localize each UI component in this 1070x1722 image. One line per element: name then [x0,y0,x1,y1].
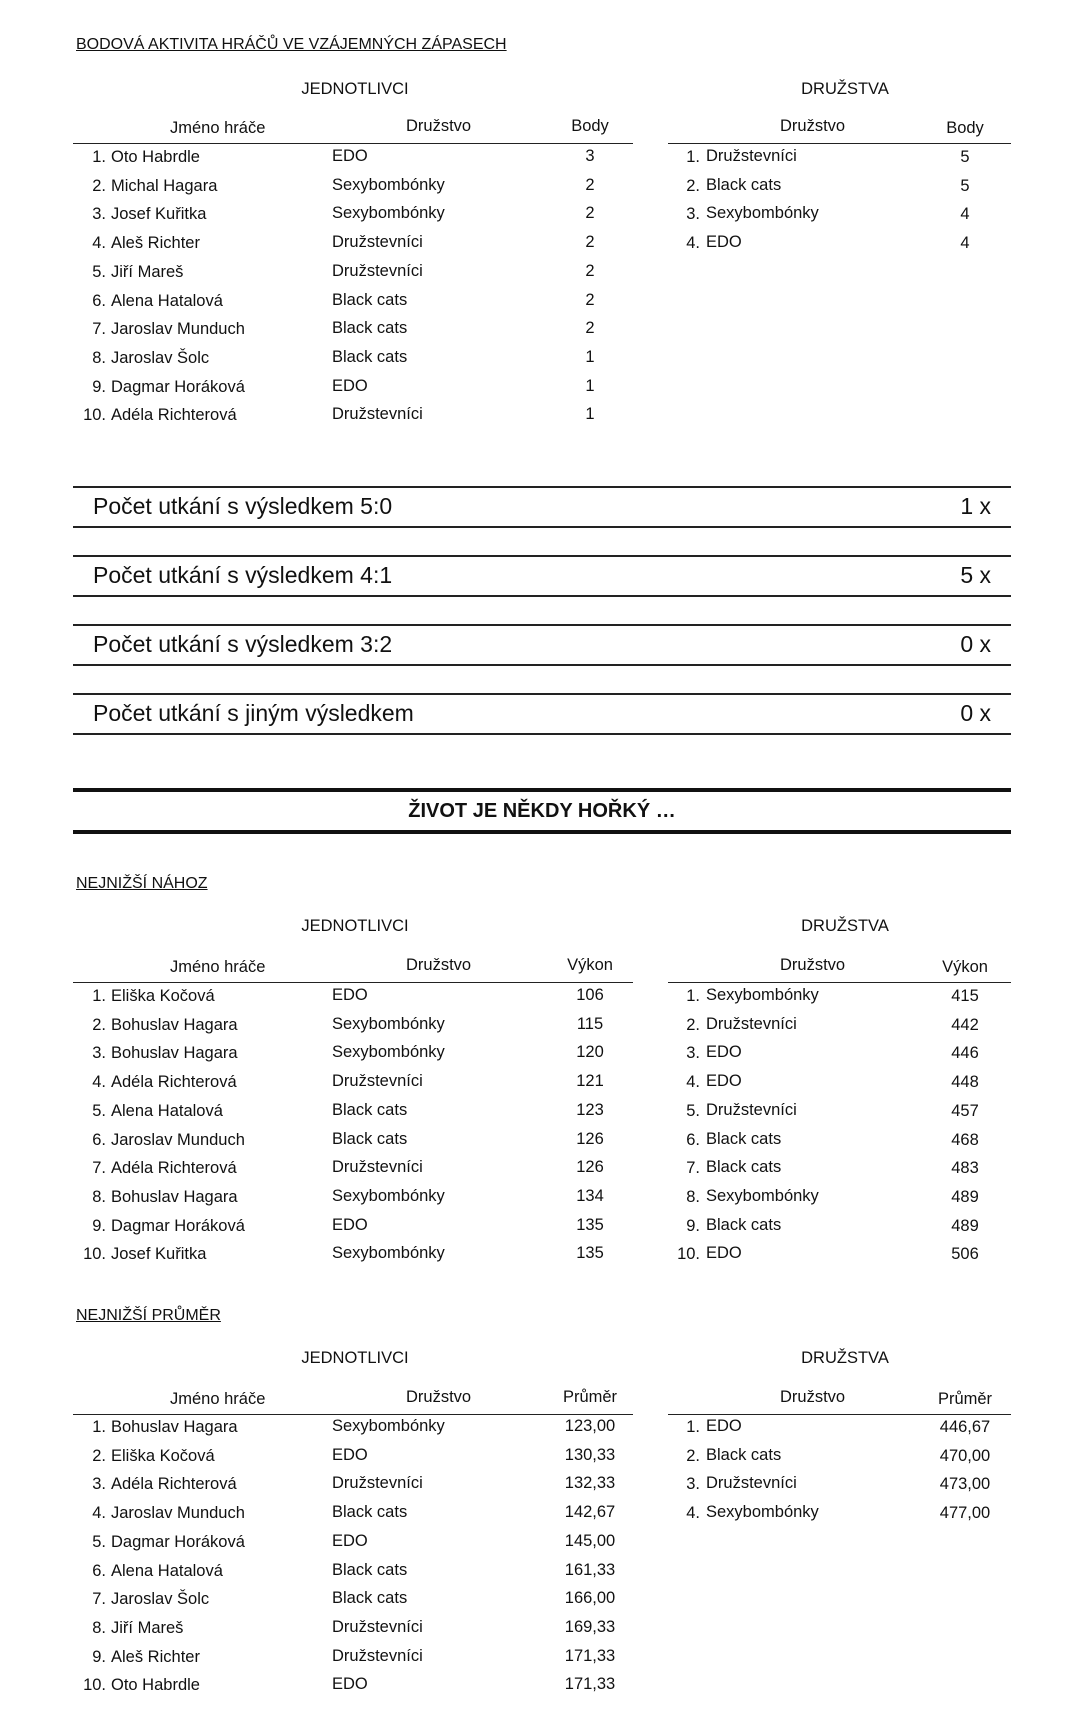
table-row [0,1159,1070,1188]
value: 134 [576,1186,604,1205]
team-name: Black cats [332,1129,408,1148]
table-row [0,1590,640,1619]
team-name: Sexybombónky [332,1186,445,1205]
player-name: Adéla Richterová [111,1475,237,1494]
rank: 4. [92,1504,106,1523]
team-name: Sexybombónky [332,1244,445,1263]
team-name: EDO [332,376,368,395]
rank: 7. [686,1159,700,1178]
value: 489 [951,1216,979,1235]
section-title-lowest-throw: NEJNIŽŠÍ NÁHOZ [76,875,208,892]
table-row [0,1562,640,1591]
value: 171,33 [564,1646,616,1665]
col-header-value: Body [946,119,984,137]
player-name: Josef Kuřitka [111,205,207,224]
rank: 5. [92,1101,106,1120]
player-name: Jaroslav Šolc [111,1590,210,1609]
value: 446,67 [939,1418,991,1436]
value: 115 [576,1014,604,1033]
player-name: Aleš Richter [111,1647,200,1666]
value: 123 [576,1100,604,1119]
table-row [0,1619,640,1648]
rank: 8. [92,1187,106,1206]
rank: 3. [686,205,700,224]
value: 442 [951,1015,979,1034]
value: 171,33 [564,1675,616,1694]
result-row [73,486,1011,528]
value: 120 [576,1043,604,1062]
player-name: Alena Hatalová [111,291,223,310]
result-label: Počet utkání s jiným výsledkem [93,700,414,726]
col-header-team: Družstvo [780,1388,846,1406]
value: 142,67 [564,1503,616,1522]
rank: 8. [92,1618,106,1637]
rank: 9. [92,377,106,396]
rank: 6. [92,291,106,310]
rank: 7. [92,320,106,339]
team-name: Sexybombónky [332,1043,445,1062]
player-name: Bohuslav Hagara [111,1044,238,1063]
value: 135 [576,1244,604,1263]
rank: 5. [686,1101,700,1120]
team-name: Black cats [332,1100,408,1119]
individuals-heading: JEDNOTLIVCI [301,1349,409,1367]
rank: 10. [83,1245,106,1264]
table-row [0,1217,1070,1246]
result-label: Počet utkání s výsledkem 4:1 [93,562,393,588]
team-name: Black cats [332,290,408,309]
team-name: Družstevníci [332,1072,423,1091]
value: 166,00 [564,1589,616,1608]
result-count: 5 x [960,562,991,588]
team-name: Black cats [332,319,408,338]
value: 2 [585,233,595,252]
value: 2 [585,261,595,280]
table-row [0,1676,640,1705]
rank: 3. [92,1475,106,1494]
value: 2 [585,175,595,194]
table-row [0,1533,640,1562]
player-name: Michal Hagara [111,176,218,195]
player-name: Adéla Richterová [111,1159,237,1178]
rank: 7. [92,1590,106,1609]
team-name: Družstevníci [706,1014,797,1033]
rank: 3. [686,1475,700,1494]
table-row [0,1475,1070,1504]
value: 468 [951,1130,979,1149]
col-header-team: Družstvo [406,1388,472,1406]
team-name: Sexybombónky [332,175,445,194]
team-name: EDO [332,1531,368,1550]
rank: 9. [92,1647,106,1666]
player-name: Dagmar Horáková [111,1216,245,1235]
player-name: Jiří Mareš [111,1618,184,1637]
value: 106 [576,986,604,1004]
value: 1 [585,405,595,424]
result-label: Počet utkání s výsledkem 5:0 [93,493,393,519]
player-name: Bohuslav Hagara [111,1187,238,1206]
value: 121 [576,1072,604,1091]
value: 169,33 [564,1617,616,1636]
player-name: Jaroslav Munduch [111,1130,245,1149]
team-name: Sexybombónky [706,1186,819,1205]
header-rule [73,1414,633,1415]
player-name: Dagmar Horáková [111,377,245,396]
team-name: Sexybombónky [332,204,445,223]
rank: 9. [92,1216,106,1235]
team-name: EDO [332,1215,368,1234]
rank: 4. [92,234,106,253]
rank: 9. [686,1216,700,1235]
team-name: Družstevníci [332,261,423,280]
header-rule [73,982,633,983]
table-row [0,349,640,378]
rank: 2. [92,176,106,195]
table-row [0,177,1070,206]
team-name: Družstevníci [332,1646,423,1665]
rank: 6. [92,1561,106,1580]
rank: 2. [92,1446,106,1465]
value: 2 [585,319,595,338]
rank: 7. [92,1159,106,1178]
teams-heading: DRUŽSTVA [801,1349,889,1367]
rank: 1. [686,1418,700,1436]
table-row [0,1447,1070,1476]
value: 2 [585,204,595,223]
team-name: Družstevníci [332,233,423,252]
team-name: EDO [332,147,368,165]
rank: 4. [92,1073,106,1092]
col-header-name: Jméno hráče [170,1390,266,1408]
table-row [0,292,640,321]
table-row [0,1102,1070,1131]
table-row [0,1504,1070,1533]
table-row [0,1016,1070,1045]
rank: 2. [686,1446,700,1465]
rank: 10. [83,1676,106,1695]
value: 483 [951,1159,979,1178]
team-name: Black cats [706,1445,782,1464]
col-header-value: Průměr [562,1388,618,1406]
col-header-name: Jméno hráče [170,958,266,976]
value: 448 [951,1073,979,1092]
value: 446 [951,1044,979,1063]
player-name: Alena Hatalová [111,1101,223,1120]
value: 457 [951,1101,979,1120]
team-name: EDO [332,1675,368,1694]
player-name: Josef Kuřitka [111,1245,207,1264]
table-row [0,205,1070,234]
col-header-value: Výkon [567,956,613,974]
col-header-value: Body [571,117,609,135]
rank: 2. [92,1015,106,1034]
rank: 6. [92,1130,106,1149]
player-name: Adéla Richterová [111,406,237,425]
player-name: Alena Hatalová [111,1561,223,1580]
value: 470,00 [939,1446,991,1465]
team-name: Sexybombónky [706,204,819,223]
col-header-team: Družstvo [780,117,846,135]
value: 477,00 [939,1504,991,1523]
table-row [0,148,1070,177]
col-header-team: Družstvo [780,956,846,974]
table-row [0,1648,640,1677]
player-name: Adéla Richterová [111,1073,237,1092]
team-name: Družstevníci [706,1474,797,1493]
result-label: Počet utkání s výsledkem 3:2 [93,631,393,657]
teams-heading: DRUŽSTVA [801,80,889,98]
table-row [0,263,640,292]
section-title-lowest-average: NEJNIŽŠÍ PRŮMĚR [76,1307,221,1324]
result-count: 0 x [960,700,991,726]
header-rule [668,982,1011,983]
banner [73,788,1011,834]
rank: 3. [92,1044,106,1063]
rank: 4. [686,234,700,253]
value: 415 [951,987,979,1005]
team-name: Sexybombónky [706,1503,819,1522]
result-row [73,624,1011,666]
rank: 2. [686,1015,700,1034]
player-name: Oto Habrdle [111,148,200,166]
team-name: EDO [706,1417,742,1435]
rank: 10. [677,1245,700,1264]
rank: 1. [686,987,700,1005]
player-name: Bohuslav Hagara [111,1418,238,1436]
team-name: EDO [706,233,742,252]
col-header-value: Průměr [937,1390,993,1408]
result-row [73,555,1011,597]
player-name: Jaroslav Munduch [111,1504,245,1523]
team-name: EDO [332,986,368,1004]
value: 126 [576,1129,604,1148]
team-name: Družstevníci [332,1617,423,1636]
value: 3 [585,147,595,165]
table-row [0,234,1070,263]
rank: 1. [92,987,106,1005]
value: 489 [951,1187,979,1206]
rank: 8. [686,1187,700,1206]
rank: 4. [686,1073,700,1092]
rank: 10. [83,406,106,425]
section-title-points: BODOVÁ AKTIVITA HRÁČŮ VE VZÁJEMNÝCH ZÁPASECH [76,36,507,53]
team-name: Družstevníci [706,1100,797,1119]
team-name: Black cats [706,175,782,194]
col-header-team: Družstvo [406,117,472,135]
individuals-heading: JEDNOTLIVCI [301,917,409,935]
team-name: Družstevníci [332,405,423,424]
table-row [0,406,640,435]
player-name: Bohuslav Hagara [111,1015,238,1034]
value: 4 [960,234,970,253]
player-name: Oto Habrdle [111,1676,200,1695]
value: 4 [960,205,970,224]
team-name: Sexybombónky [706,986,819,1004]
player-name: Eliška Kočová [111,987,215,1005]
table-row [0,1245,1070,1274]
col-header-name: Jméno hráče [170,119,266,137]
team-name: Družstevníci [706,147,797,165]
rank: 8. [92,348,106,367]
team-name: EDO [332,1445,368,1464]
value: 2 [585,290,595,309]
team-name: Družstevníci [332,1158,423,1177]
player-name: Jaroslav Munduch [111,320,245,339]
team-name: EDO [706,1072,742,1091]
rank: 6. [686,1130,700,1149]
player-name: Eliška Kočová [111,1446,215,1465]
value: 161,33 [564,1560,616,1579]
value: 123,00 [564,1417,616,1435]
value: 5 [960,148,970,166]
team-name: Družstevníci [332,1474,423,1493]
table-row [0,378,640,407]
rank: 5. [92,1532,106,1551]
teams-heading: DRUŽSTVA [801,917,889,935]
value: 1 [585,347,595,366]
team-name: Black cats [332,1503,408,1522]
rank: 1. [686,148,700,166]
header-rule [668,143,1011,144]
team-name: Black cats [332,1589,408,1608]
rank: 2. [686,176,700,195]
table-row [0,987,1070,1016]
team-name: Black cats [706,1129,782,1148]
col-header-team: Družstvo [406,956,472,974]
rank: 1. [92,1418,106,1436]
team-name: Black cats [706,1215,782,1234]
player-name: Jiří Mareš [111,262,184,281]
result-row [73,693,1011,735]
team-name: EDO [706,1043,742,1062]
table-row [0,320,640,349]
team-name: Sexybombónky [332,1014,445,1033]
rank: 3. [686,1044,700,1063]
table-row [0,1044,1070,1073]
result-count: 0 x [960,631,991,657]
header-rule [668,1414,1011,1415]
value: 1 [585,376,595,395]
rank: 5. [92,262,106,281]
team-name: Black cats [332,1560,408,1579]
value: 132,33 [564,1474,616,1493]
team-name: Black cats [332,347,408,366]
rank: 4. [686,1504,700,1523]
value: 473,00 [939,1475,991,1494]
table-row [0,1073,1070,1102]
value: 145,00 [564,1531,616,1550]
col-header-value: Výkon [942,958,988,976]
result-count: 1 x [960,493,991,519]
table-row [0,1188,1070,1217]
rank: 1. [92,148,106,166]
value: 5 [960,176,970,195]
table-row [0,1418,1070,1447]
team-name: Black cats [706,1158,782,1177]
value: 506 [951,1245,979,1264]
header-rule [73,143,633,144]
individuals-heading: JEDNOTLIVCI [301,80,409,98]
value: 130,33 [564,1445,616,1464]
team-name: Sexybombónky [332,1417,445,1435]
table-row [0,1131,1070,1160]
value: 126 [576,1158,604,1177]
value: 135 [576,1215,604,1234]
team-name: EDO [706,1244,742,1263]
banner-text: ŽIVOT JE NĚKDY HOŘKÝ … [408,800,676,822]
player-name: Dagmar Horáková [111,1532,245,1551]
player-name: Aleš Richter [111,234,200,253]
rank: 3. [92,205,106,224]
player-name: Jaroslav Šolc [111,348,210,367]
